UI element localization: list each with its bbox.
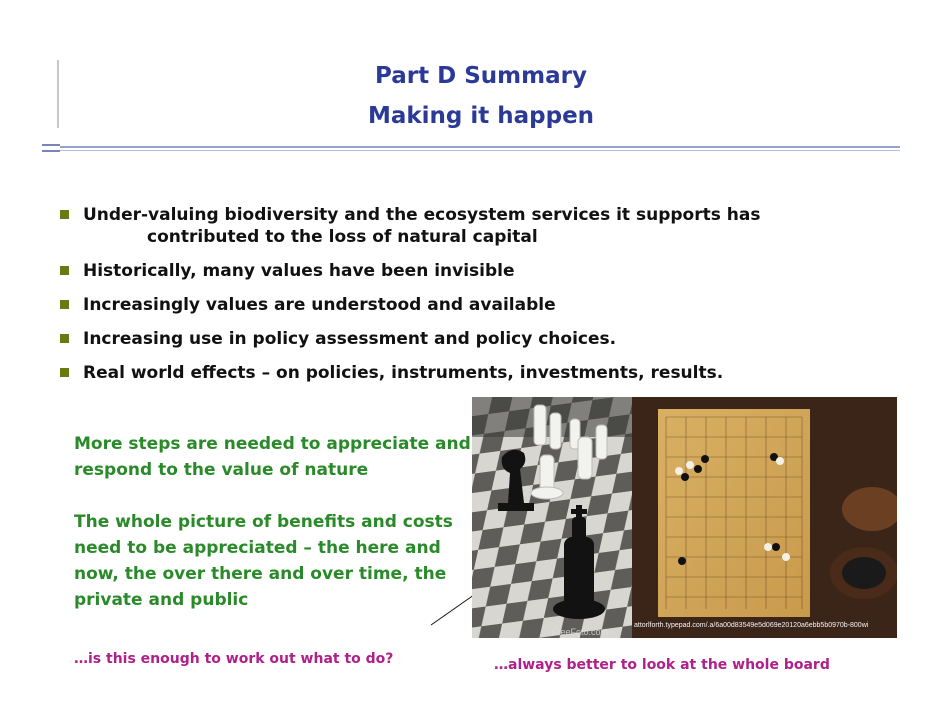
photo-watermark: FreeFoto.com (552, 627, 609, 637)
bullet-square-icon (60, 334, 69, 343)
list-item (60, 362, 930, 384)
answer-text: …always better to look at the whole board (494, 657, 830, 673)
callout-whole-picture: The whole picture of benefits and costs need to be appreciated – the here and now, the over there and over time, the private and public (74, 512, 453, 610)
bullet-text: Increasing use in policy assessment and policy choices. (83, 329, 617, 349)
question-text: …is this enough to work out what to do? (74, 651, 394, 667)
title-divider (42, 146, 900, 148)
chess-and-go-photo (472, 397, 897, 638)
page-subtitle: Making it happen (367, 103, 595, 129)
page-title: Part D Summary (375, 63, 587, 89)
bullet-text: Under-valuing biodiversity and the ecosystem services it supports has (83, 205, 761, 225)
bullet-text: Increasingly values are understood and available (83, 295, 556, 315)
list-item (60, 328, 930, 350)
bullet-square-icon (60, 266, 69, 275)
bullet-text: Historically, many values have been invisible (83, 261, 515, 281)
list-item (60, 204, 930, 248)
photo-source-url: attorlforth.typepad.com/.a/6a00d83549e5d069e20120a6ebb5b0970b-800wi (634, 622, 869, 629)
list-item (60, 294, 930, 316)
bullet-list (60, 204, 930, 384)
callout-steps-needed: More steps are needed to appreciate and respond to the value of nature (74, 434, 471, 480)
list-item (60, 260, 930, 282)
bullet-text-continuation: contributed to the loss of natural capital (147, 227, 538, 247)
bullet-text: Real world effects – on policies, instruments, investments, results. (83, 363, 724, 383)
bullet-square-icon (60, 300, 69, 309)
title-divider-thin (42, 150, 900, 151)
bullet-square-icon (60, 210, 69, 219)
bullet-square-icon (60, 368, 69, 377)
divider-marker (42, 144, 60, 152)
